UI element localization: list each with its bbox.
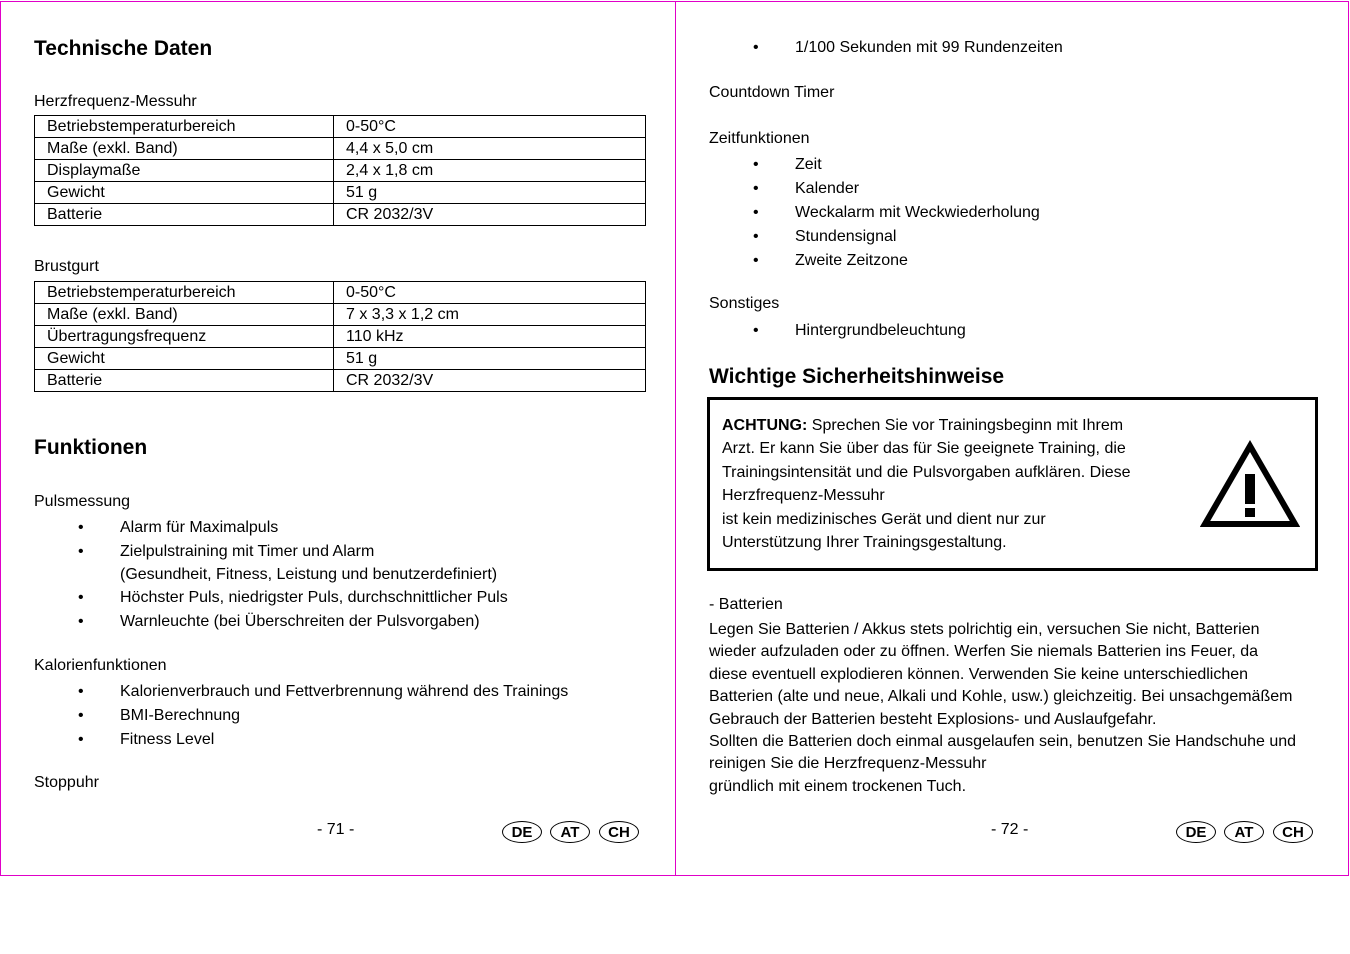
pulse-measurement-label: Pulsmessung	[34, 493, 131, 510]
table-row	[35, 116, 646, 138]
list-item: • Zweite Zeitzone	[709, 249, 1040, 273]
spec-name-cell: Gewicht	[35, 348, 334, 370]
chest-strap-label: Brustgurt	[34, 258, 99, 275]
list-item: • Zeit	[709, 153, 1040, 177]
heart-rate-spec-table	[34, 115, 646, 226]
list-item: • BMI-Berechnung	[34, 704, 568, 728]
paragraph-line: Gebrauch der Batterien besteht Explosions- und Auslaufgefahr.	[709, 710, 1157, 728]
country-badge-at: AT	[1224, 821, 1264, 843]
section-title-functions: Funktionen	[34, 436, 148, 459]
country-badge-ch: CH	[1273, 821, 1313, 843]
warning-line: ist kein medizinisches Gerät und dient nur zur	[722, 510, 1046, 528]
country-badge-de: DE	[1176, 821, 1216, 843]
list-item-continuation	[34, 564, 508, 586]
paragraph-line: reinigen Sie die Herzfrequenz-Messuhr	[709, 755, 987, 773]
spec-name-cell: Übertragungsfrequenz	[35, 326, 334, 348]
list-item-continuation-text: (Gesundheit, Fitness, Leistung und benutzerdefiniert)	[120, 566, 498, 583]
table-row	[35, 138, 646, 160]
paragraph-line: Legen Sie Batterien / Akkus stets polrichtig ein, versuchen Sie nicht, Batterien	[709, 621, 1260, 638]
time-function-list	[709, 153, 1040, 273]
table-row	[35, 204, 646, 226]
stopwatch-list	[709, 36, 1063, 60]
list-item: • Fitness Level	[34, 728, 568, 752]
spec-value-cell: CR 2032/3V	[334, 370, 646, 392]
paragraph-line: Batterien (alte und neue, Alkali und Kohle, usw.) gleichzeitig. Bei unsachgemäßem	[709, 688, 1293, 706]
spec-value-cell: 7 x 3,3 x 1,2 cm	[334, 304, 646, 326]
calorie-function-list	[34, 680, 568, 752]
list-item: • Kalender	[709, 177, 1040, 201]
spec-value-cell: 51 g	[334, 348, 646, 370]
warning-line: Unterstützung Ihrer Trainingsgestaltung.	[722, 534, 1007, 552]
paragraph-line: gründlich mit einem trockenen Tuch.	[709, 777, 967, 795]
table-row	[35, 326, 646, 348]
pulse-function-list	[34, 516, 508, 634]
paragraph-line: diese eventuell explodieren können. Verwenden Sie keine unterschiedlichen	[709, 665, 1249, 683]
table-row	[35, 348, 646, 370]
spec-name-cell: Displaymaße	[35, 160, 334, 182]
list-item: • Zielpulstraining mit Timer und Alarm	[34, 540, 508, 564]
table-row	[35, 370, 646, 392]
right-page	[675, 1, 1349, 876]
batteries-paragraph	[709, 619, 1296, 798]
spec-value-cell: 0-50°C	[334, 116, 646, 138]
list-item: • Höchster Puls, niedrigster Puls, durchschnittlicher Puls	[34, 586, 508, 610]
warning-label: ACHTUNG:	[722, 417, 808, 434]
spec-value-cell: 51 g	[334, 182, 646, 204]
spec-value-cell: 0-50°C	[334, 282, 646, 304]
misc-label: Sonstiges	[709, 295, 780, 312]
spec-value-cell: 2,4 x 1,8 cm	[334, 160, 646, 182]
spec-name-cell: Batterie	[35, 204, 334, 226]
warning-box	[707, 397, 1318, 571]
spec-name-cell: Batterie	[35, 370, 334, 392]
table-row	[35, 304, 646, 326]
country-badge-ch: CH	[599, 821, 639, 843]
spec-value-cell: 110 kHz	[334, 326, 646, 348]
spec-value-cell: CR 2032/3V	[334, 204, 646, 226]
list-item: • Stundensignal	[709, 225, 1040, 249]
warning-line: Herzfrequenz-Messuhr	[722, 487, 885, 505]
chest-strap-spec-table	[34, 281, 646, 392]
heart-rate-monitor-label: Herzfrequenz-Messuhr	[34, 93, 197, 110]
batteries-label: - Batterien	[709, 596, 783, 613]
left-page	[0, 1, 676, 876]
list-item: • Kalorienverbrauch und Fettverbrennung während des Trainings	[34, 680, 568, 704]
country-badge-de: DE	[502, 821, 542, 843]
spec-name-cell: Betriebstemperaturbereich	[35, 282, 334, 304]
page-number: - 71 -	[317, 821, 355, 838]
warning-line: Sprechen Sie vor Trainingsbeginn mit Ihrem	[811, 417, 1124, 434]
list-item: • Alarm für Maximalpuls	[34, 516, 508, 540]
spec-name-cell: Betriebstemperaturbereich	[35, 116, 334, 138]
table-row	[35, 182, 646, 204]
list-item: • 1/100 Sekunden mit 99 Rundenzeiten	[709, 36, 1063, 60]
list-item: • Weckalarm mit Weckwiederholung	[709, 201, 1040, 225]
spec-value-cell: 4,4 x 5,0 cm	[334, 138, 646, 160]
warning-triangle-icon	[1200, 440, 1300, 530]
page-number: - 72 -	[991, 821, 1029, 838]
list-item: • Hintergrundbeleuchtung	[709, 319, 966, 343]
calorie-functions-label: Kalorienfunktionen	[34, 657, 167, 674]
misc-list	[709, 319, 966, 343]
paragraph-line: wieder aufzuladen oder zu öffnen. Werfen Sie niemals Batterien ins Feuer, da	[709, 643, 1259, 661]
stopwatch-label: Stoppuhr	[34, 774, 99, 791]
section-title-technical-data: Technische Daten	[34, 37, 213, 60]
spec-name-cell: Maße (exkl. Band)	[35, 304, 334, 326]
list-item: • Warnleuchte (bei Überschreiten der Pulsvorgaben)	[34, 610, 508, 634]
time-functions-label: Zeitfunktionen	[709, 130, 810, 147]
warning-line: Arzt. Er kann Sie über das für Sie geeignete Training, die	[722, 440, 1126, 458]
table-row	[35, 160, 646, 182]
table-row	[35, 282, 646, 304]
spec-name-cell: Maße (exkl. Band)	[35, 138, 334, 160]
warning-text	[722, 414, 1131, 554]
country-badge-at: AT	[550, 821, 590, 843]
countdown-timer-label: Countdown Timer	[709, 84, 835, 101]
warning-line: Trainingsintensität und die Pulsvorgaben aufklären. Diese	[722, 463, 1131, 481]
paragraph-line: Sollten die Batterien doch einmal ausgelaufen sein, benutzen Sie Handschuhe und	[709, 733, 1297, 751]
section-title-safety: Wichtige Sicherheitshinweise	[709, 365, 1005, 388]
spec-name-cell: Gewicht	[35, 182, 334, 204]
